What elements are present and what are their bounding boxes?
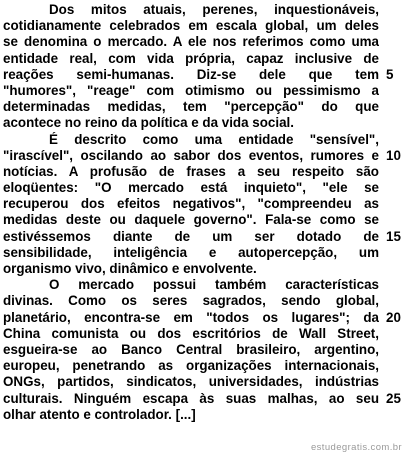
passage-line-12: eloqüentes: "O mercado está inquieto", "ele se (3, 180, 379, 196)
source-watermark: estudegratis.com.br (310, 442, 402, 453)
passage-line-18: O mercado possui também características (49, 277, 379, 293)
passage-line-22: esgueira-se ao Banco Central brasileiro, argentino, (3, 341, 379, 357)
passage-line-15: estivéssemos diante de um ser dotado de (3, 228, 379, 244)
passage-line-14: medidas deste ou daquele governo". Fala-se como se (3, 212, 379, 228)
passage-line-2: cotidianamente celebrados em escala global, um deles (3, 18, 379, 34)
passage-line-5: reações semi-humanas. Diz-se dele que tem (3, 66, 379, 82)
passage-line-25: culturais. Ninguém escapa às suas malhas, ao seu (3, 390, 379, 406)
line-number-15: 15 (386, 228, 401, 244)
passage-line-1: Dos mitos atuais, perenes, inquestionáveis, (49, 2, 379, 17)
passage-line-4: entidade real, com vida própria, capaz inclusive de (3, 50, 379, 66)
passage-line-10: "irascível", oscilando ao sabor dos eventos, rumores e (3, 147, 379, 163)
passage-line-11: notícias. A profusão de frases a seu respeito são (3, 163, 379, 179)
line-number-10: 10 (386, 147, 401, 163)
line-number-5: 5 (386, 66, 394, 82)
passage-line-6: "humores", "reage" com otimismo ou pessimismo a (3, 82, 379, 98)
passage-line-13: recuperou dos efeitos negativos", "compreendeu as (3, 196, 379, 212)
passage-line-9: É descrito como uma entidade "sensível", (49, 131, 379, 147)
passage-line-3: se denomina o mercado. A ele nos referimos como uma (3, 34, 379, 50)
passage-line-17: organismo vivo, dinâmico e envolvente. (3, 261, 257, 276)
passage-line-21: China comunista ou dos escritórios de Wall Street, (3, 325, 379, 341)
passage-line-16: sensibilidade, inteligência e autopercepção, um (3, 244, 379, 260)
passage-line-20: planetário, encontra-se em "todos os lugares"; da (3, 309, 379, 325)
passage-text (3, 2, 379, 423)
line-number-20: 20 (386, 309, 401, 325)
passage-line-19: divinas. Como os seres sagrados, sendo global, (3, 293, 379, 309)
passage-line-26: olhar atento e controlador. [...] (3, 406, 196, 422)
passage-line-7: determinadas medidas, tem "percepção" do que (3, 99, 379, 115)
passage-line-23: europeu, penetrando as organizações internacionais, (3, 358, 379, 374)
passage-line-8: acontece no reino da política e da vida social. (3, 115, 294, 131)
line-number-25: 25 (386, 390, 401, 406)
passage-line-24: ONGs, partidos, sindicatos, universidades, indústrias (3, 374, 379, 390)
